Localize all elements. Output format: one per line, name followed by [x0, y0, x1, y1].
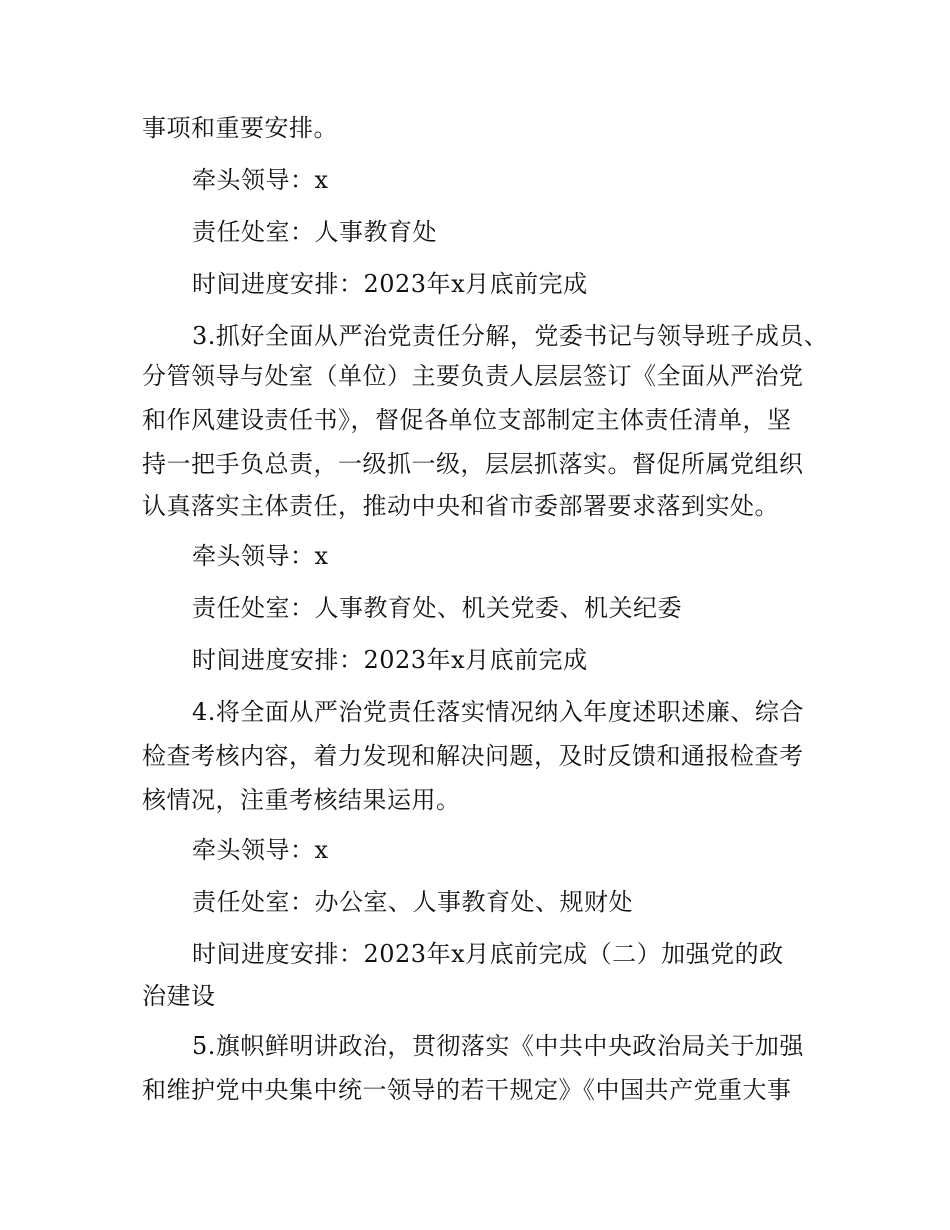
text-line: 责任处室：人事教育处、机关党委、机关纪委 — [192, 594, 682, 622]
text-line: 时间进度安排：2023年x月底前完成（二）加强党的政 — [192, 940, 784, 968]
text-line: 4.将全面从严治党责任落实情况纳入年度述职述廉、综合 — [192, 698, 804, 726]
text-line: 责任处室：办公室、人事教育处、规财处 — [192, 888, 633, 916]
text-line: 持一把手负总责，一级抓一级，层层抓落实。督促所属党组织 — [142, 450, 804, 478]
text-line: 治建设 — [142, 982, 216, 1010]
text-line: 责任处室：人事教育处 — [192, 218, 437, 246]
text-line: 牵头领导：x — [192, 836, 329, 864]
text-line: 检查考核内容，着力发现和解决问题，及时反馈和通报检查考 — [142, 742, 804, 770]
text-line: 认真落实主体责任，推动中央和省市委部署要求落到实处。 — [142, 492, 779, 520]
text-line: 3.抓好全面从严治党责任分解，党委书记与领导班子成员、 — [192, 322, 829, 350]
text-line: 时间进度安排：2023年x月底前完成 — [192, 646, 588, 674]
text-line: 时间进度安排：2023年x月底前完成 — [192, 270, 588, 298]
text-line: 牵头领导：x — [192, 542, 329, 570]
text-line: 和作风建设责任书》，督促各单位支部制定主体责任清单，坚 — [142, 406, 792, 434]
text-line: 事项和重要安排。 — [142, 114, 338, 142]
text-line: 和维护党中央集中统一领导的若干规定》《中国共产党重大事 — [142, 1076, 792, 1104]
text-line: 5.旗帜鲜明讲政治，贯彻落实《中共中央政治局关于加强 — [192, 1032, 804, 1060]
text-line: 核情况，注重考核结果运用。 — [142, 786, 461, 814]
text-line: 分管领导与处室（单位）主要负责人层层签订《全面从严治党 — [142, 362, 804, 390]
text-line: 牵头领导：x — [192, 166, 329, 194]
